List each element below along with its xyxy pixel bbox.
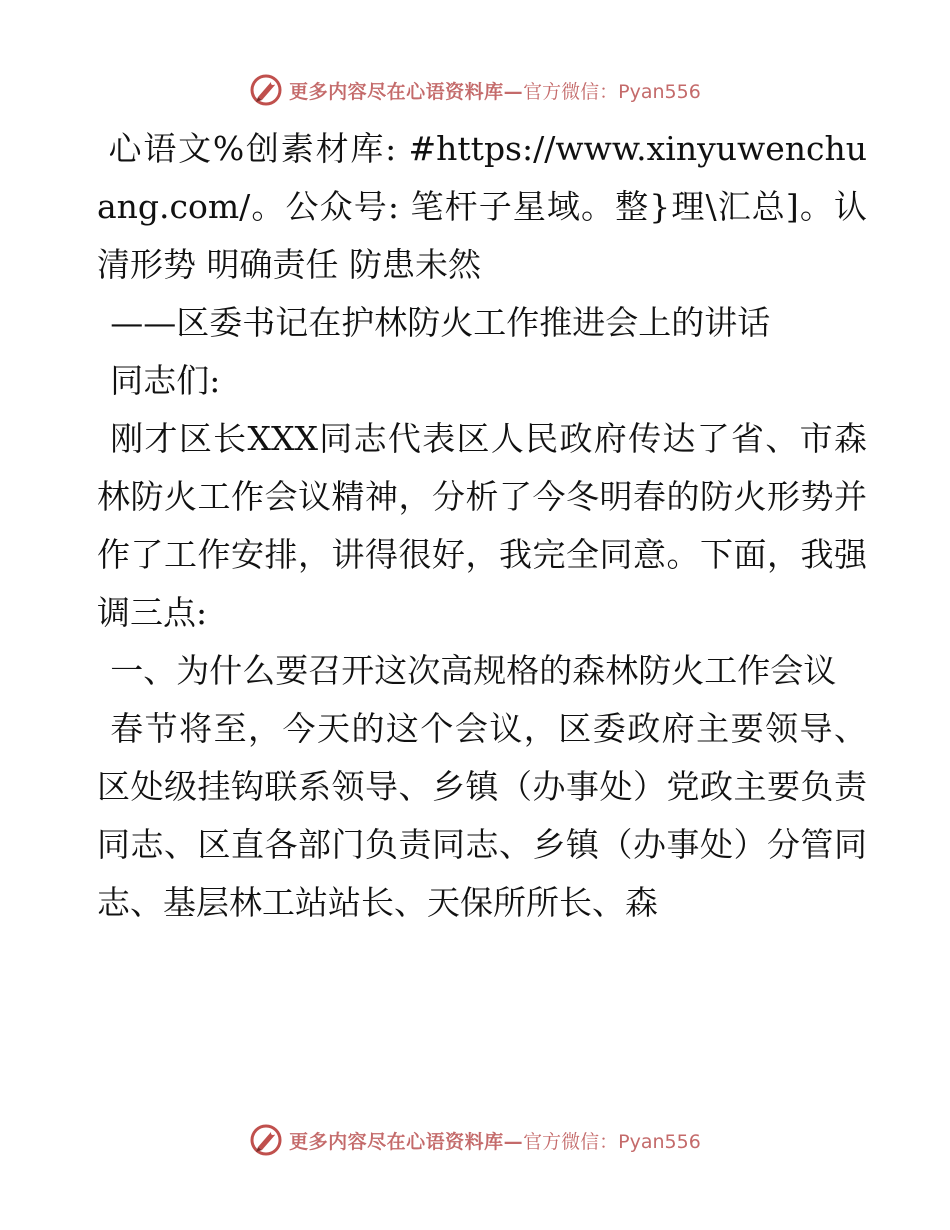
header-banner [0,70,950,110]
document-body [97,120,867,932]
body-paragraph: 春节将至，今天的这个会议，区委政府主要领导、区处级挂钩联系领导、乡镇（办事处）党政主要负责同志、区直各部门负责同志、乡镇（办事处）分管同志、基层林工站站长、天保所所长、森 [97,709,867,922]
pen-logo-icon [249,73,283,107]
section-heading: 一、为什么要召开这次高规格的森林防火工作会议 [110,651,837,690]
banner-text: 更多内容尽在心语资料库— [289,1130,524,1153]
source-paragraph: 心语文%创素材库: #https://www.xinyuwenchuang.com/。公众号: 笔杆子星域。整}理\汇总]。认清形势 明确责任 防患未然 [97,129,867,284]
salutation-paragraph: 同志们: [110,361,221,400]
banner-wechat: 官方微信：Pyan556 [523,80,701,103]
subtitle-paragraph: ——区委书记在护林防火工作推进会上的讲话 [110,303,771,342]
banner-text: 更多内容尽在心语资料库— [289,80,524,103]
pen-logo-icon [249,1123,283,1157]
intro-paragraph: 刚才区长XXX同志代表区人民政府传达了省、市森林防火工作会议精神，分析了今冬明春的防火形势并作了工作安排，讲得很好，我完全同意。下面，我强调三点: [97,419,867,632]
banner-wechat: 官方微信：Pyan556 [523,1130,701,1153]
footer-banner [0,1120,950,1160]
